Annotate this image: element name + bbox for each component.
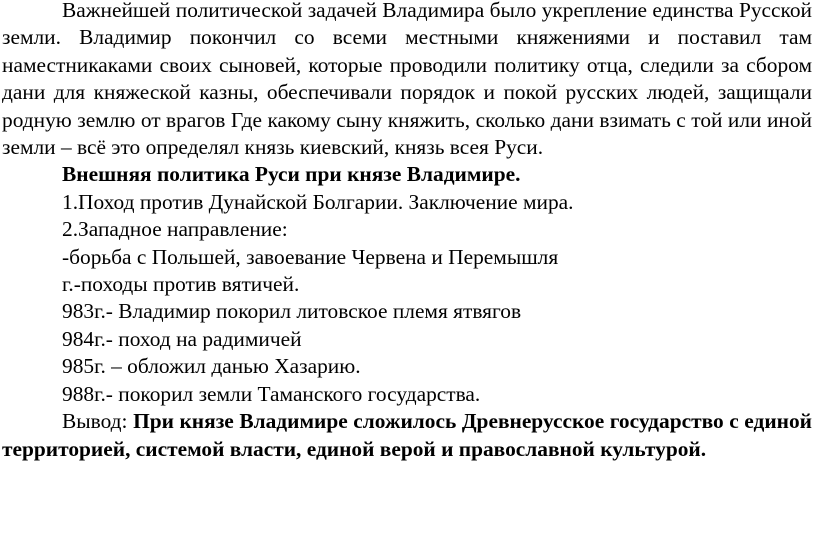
list-item: 1.Поход против Дунайской Болгарии. Заключение мира.	[62, 189, 574, 214]
intro-paragraph: Важнейшей политической задачей Владимира было укрепление единства Русской земли. Владимир покончил со всеми местными княжениями и поставил там наместникаками своих сыновей, которые проводили политику отца, следили за сбором дани для княжеской казны, обеспечивали порядок и покой русских людей, защищали родную землю от врагов Где какому сыну княжить, сколько дани взимать с той или иной земли – всё это определял князь киевский, князь всея Руси.	[2, 0, 812, 160]
conclusion-text: При князе Владимире сложилось Древнерусское государство с единой территорией, системой власти, единой верой и православной культурой.	[2, 409, 812, 461]
list-item: -борьба с Польшей, завоевание Червена и Перемышля	[62, 244, 559, 269]
list-item: 984г.- поход на радимичей	[62, 326, 302, 351]
section-heading: Внешняя политика Руси при князе Владимире.	[62, 162, 521, 187]
list-item: 2.Западное направление:	[62, 217, 288, 242]
list-item: 985г. – обложил данью Хазарию.	[62, 354, 361, 379]
list-item: 983г.- Владимир покорил литовское племя ятвягов	[62, 299, 522, 324]
list-item: г.-походы против вятичей.	[62, 272, 300, 297]
list-item: 988г.- покорил земли Таманского государства.	[62, 381, 481, 406]
events-list	[2, 189, 812, 408]
conclusion-paragraph	[2, 408, 812, 463]
conclusion-label: Вывод:	[62, 409, 134, 434]
